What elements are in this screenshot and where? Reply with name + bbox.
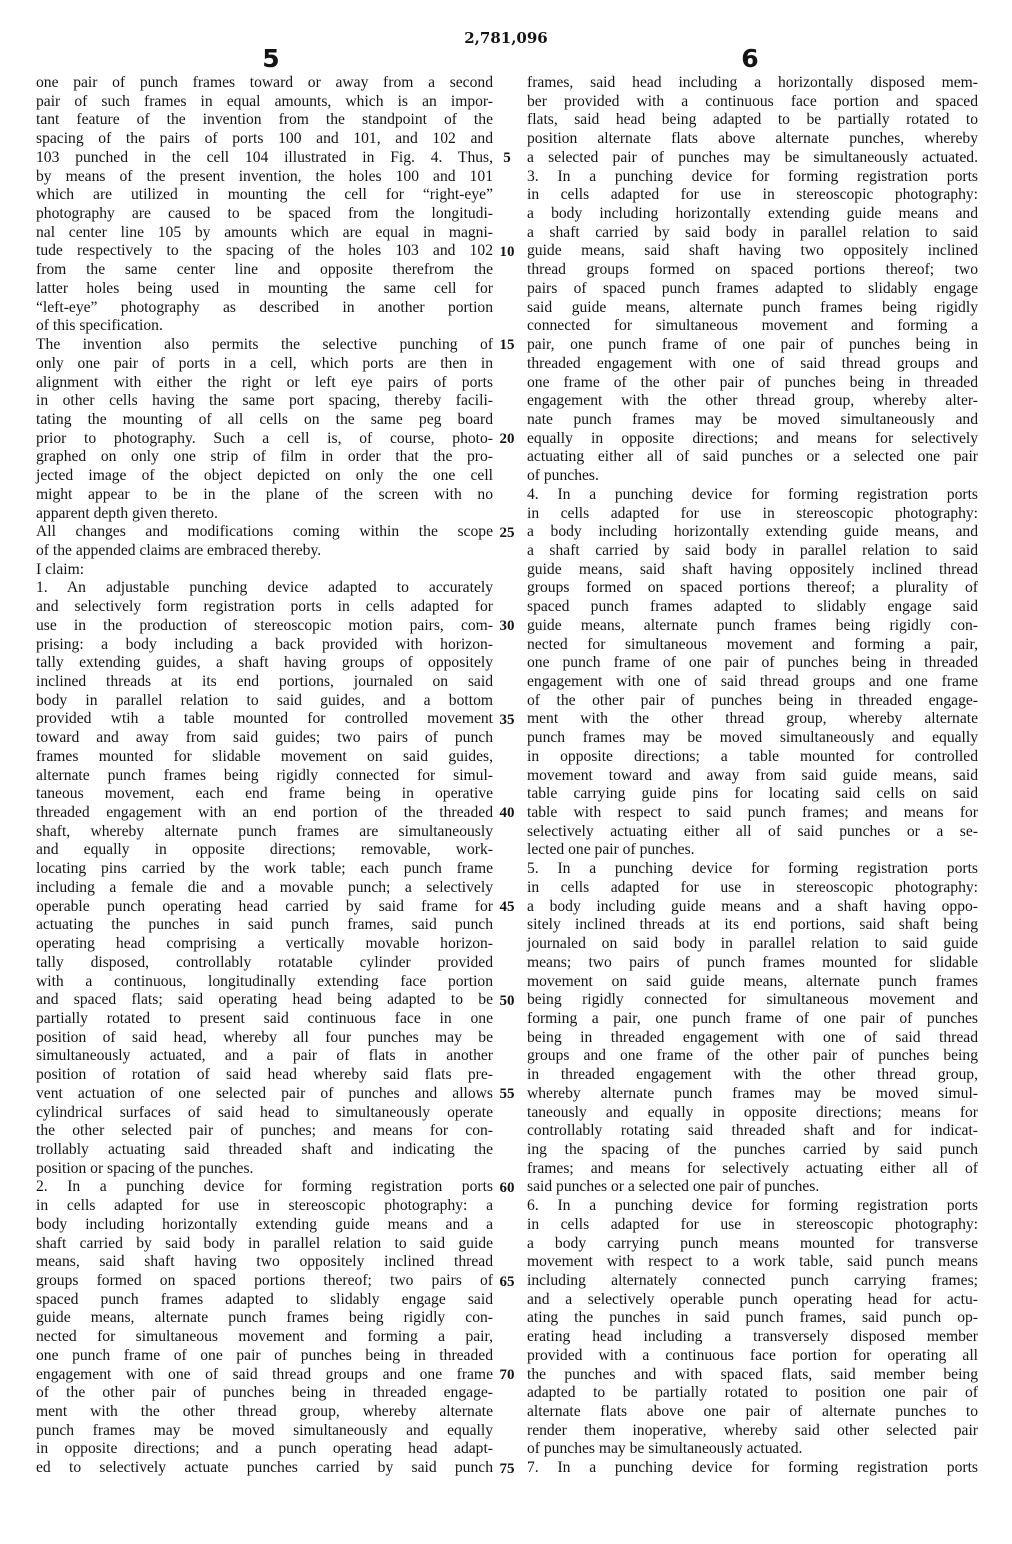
text-line: might appear to be in the plane of the screen with no (36, 485, 493, 503)
right-column-number: 6 (741, 44, 759, 73)
text-line: in cells adapted for use in stereoscopic photography: a (36, 1197, 493, 1215)
text-line: a selected pair of punches may be simultaneously actuated. (527, 148, 978, 166)
text-line: forming a pair, one punch frame of one pair of punches (527, 1009, 978, 1027)
text-line: frames, said head including a horizontally disposed mem- (527, 74, 978, 91)
text-line: flats, said head being adapted to be partially rotated to (527, 111, 978, 129)
gutter-line-number: 20 (499, 430, 515, 447)
text-line: photography are caused to be spaced from the longitudi- (36, 205, 493, 223)
right-text-column (527, 74, 978, 1478)
text-line: the other selected pair of punches; and means for con- (36, 1122, 493, 1140)
text-line: ment with the other thread group, whereby alternate (527, 710, 978, 728)
text-line: a body including guide means and a shaft having oppo- (527, 897, 978, 915)
text-line: a body including horizontally extending guide means, and (527, 523, 978, 541)
text-line: inclined threads at its end portions, journaled on said (36, 673, 493, 690)
text-line: movement with respect to a work table, said punch means (527, 1253, 978, 1271)
left-text-column (36, 74, 493, 1478)
text-line: nected for simultaneous movement and forming a pair, (527, 635, 978, 653)
text-line: engagement with the other thread group, whereby alter- (527, 392, 978, 410)
text-line: engagement with one of said thread groups and one frame (527, 673, 978, 690)
text-line: including a female die and a movable punch; a selectively (36, 878, 493, 896)
text-line: position of rotation of said head whereby said flats pre- (36, 1066, 493, 1084)
text-line: groups formed on spaced portions thereof; two pairs of (36, 1272, 493, 1289)
text-line: body in parallel relation to said guides, and a bottom (36, 691, 493, 709)
text-line: vent actuation of one selected pair of punches and allows (36, 1084, 493, 1102)
gutter-line-number: 70 (499, 1367, 515, 1384)
text-line: ing the spacing of the punches carried by said punch (527, 1140, 978, 1158)
text-line: position or spacing of the punches. (36, 1159, 254, 1177)
text-line: 2. In a punching device for forming registration ports (36, 1178, 493, 1196)
text-line: table carrying guide pins for locating said cells on said (527, 785, 978, 803)
text-line: provided with a continuous face portion for operating all (527, 1346, 978, 1364)
text-line: thread groups formed on spaced portions thereof; two (527, 261, 978, 279)
text-line: spacing of the pairs of ports 100 and 101, and 102 and (36, 130, 493, 148)
text-line: journaled on said body in parallel relation to said guide (527, 935, 978, 953)
text-line: frames mounted for slidable movement on said guides, (36, 747, 493, 765)
text-line: which are utilized in mounting the cell for “right-eye” (36, 186, 493, 204)
text-line: “left-eye” photography as described in another portion (36, 298, 493, 316)
text-line: taneously and equally in opposite directions; means for (527, 1103, 978, 1121)
text-line: table with respect to said punch frames; and means for (527, 804, 978, 822)
text-line: spaced punch frames adapted to slidably engage said (36, 1290, 493, 1308)
text-line: position alternate flats above alternate punches, whereby (527, 130, 978, 148)
text-line: one punch frame of one pair of punches being in threaded (527, 654, 978, 672)
text-line: movement on said guide means, alternate punch frames (527, 972, 978, 990)
text-line: frames; and means for selectively actuating either all of (527, 1159, 978, 1177)
gutter-line-number: 30 (499, 618, 515, 635)
text-line: ber provided with a continuous face portion and spaced (527, 92, 978, 110)
text-line: in cells adapted for use in stereoscopic photography: (527, 1215, 978, 1233)
text-line: tating the mounting of all cells on the same peg board (36, 410, 493, 428)
gutter-line-number: 15 (499, 337, 515, 354)
text-line: only one pair of ports in a cell, which ports are then in (36, 354, 493, 372)
text-line: pairs of spaced punch frames adapted to slidably engage (527, 279, 978, 297)
text-line: tally disposed, controllably rotatable cylinder provided (36, 953, 493, 971)
text-line: guide means, said shaft having two oppositely inclined (527, 242, 978, 260)
text-line: and selectively form registration ports in cells adapted for (36, 598, 493, 616)
text-line: in threaded engagement with the other thread group, (527, 1066, 978, 1084)
text-line: ating the punches in said punch frames, said punch op- (527, 1309, 978, 1327)
text-line: actuating the punches in said punch frames, said punch (36, 916, 493, 934)
text-line: 3. In a punching device for forming registration ports (527, 167, 978, 185)
gutter-line-number: 25 (499, 524, 515, 541)
text-line: being in threaded engagement with one of said thread (527, 1028, 978, 1046)
text-line: of punches. (527, 467, 599, 485)
text-line: All changes and modifications coming within the scope (36, 523, 493, 541)
text-line: shaft carried by said body in parallel relation to said guide (36, 1234, 493, 1252)
text-line: spaced punch frames adapted to slidably engage said (527, 598, 978, 616)
text-line: graphed on only one strip of film in order that the pro- (36, 448, 493, 466)
text-line: 4. In a punching device for forming registration ports (527, 485, 978, 503)
text-line: locating pins carried by the work table; each punch frame (36, 860, 493, 878)
text-line: from the same center line and opposite therefrom the (36, 261, 493, 279)
text-line: equally in opposite directions; and means for selectively (527, 429, 978, 447)
text-line: tude respectively to the spacing of the holes 103 and 102 (36, 242, 493, 260)
text-line: a shaft carried by said body in parallel relation to said (527, 223, 978, 241)
text-line: operable punch operating head carried by said frame for (36, 897, 493, 915)
text-line: nected for simultaneous movement and forming a pair, (36, 1328, 493, 1346)
text-line: by means of the present invention, the holes 100 and 101 (36, 167, 493, 185)
text-line: a body carrying punch means mounted for transverse (527, 1234, 978, 1252)
text-line: lected one pair of punches. (527, 841, 695, 859)
text-line: body including horizontally extending guide means and a (36, 1215, 493, 1233)
gutter-line-number: 10 (499, 243, 515, 260)
text-line: one punch frame of one pair of punches being in threaded (36, 1346, 493, 1364)
text-line: of this specification. (36, 317, 163, 335)
text-line: means; two pairs of punch frames mounted for slidable (527, 953, 978, 971)
text-line: The invention also permits the selective punching of (36, 336, 493, 354)
text-line: of the appended claims are embraced thereby. (36, 541, 322, 559)
text-line: in cells adapted for use in stereoscopic photography: (527, 878, 978, 896)
text-line: threaded engagement with one of said thread groups and (527, 354, 978, 372)
text-line: toward and away from said guides; two pairs of punch (36, 729, 493, 747)
text-line: movement toward and away from said guide means, said (527, 766, 978, 784)
text-line: use in the production of stereoscopic motion pairs, com- (36, 616, 493, 634)
text-line: erating head including a transversely disposed member (527, 1328, 978, 1346)
text-line: said guide means, alternate punch frames being rigidly (527, 298, 978, 316)
text-line: adapted to be partially rotated to position one pair of (527, 1384, 978, 1402)
text-line: ed to selectively actuate punches carried by said punch (36, 1459, 493, 1477)
text-line: punch frames may be moved simultaneously and equally (36, 1421, 493, 1439)
gutter-line-number: 5 (503, 149, 511, 166)
text-line: selectively actuating either all of said punches or a se- (527, 822, 978, 840)
text-line: alignment with either the right or left eye pairs of ports (36, 373, 493, 391)
text-line: the punches and with spaced flats, said member being (527, 1365, 978, 1383)
text-line: nal center line 105 by amounts which are equal in magni- (36, 223, 493, 241)
text-line: shaft, whereby alternate punch frames are simultaneously (36, 822, 493, 840)
text-line: being rigidly connected for simultaneous movement and (527, 991, 978, 1009)
gutter-line-number: 45 (499, 899, 515, 916)
text-line: with a continuous, longitudinally extending face portion (36, 972, 493, 990)
patent-number: 2,781,096 (464, 29, 548, 47)
text-line: in cells adapted for use in stereoscopic photography: (527, 186, 978, 204)
text-line: in other cells having the same port spacing, thereby facili- (36, 392, 493, 410)
text-line: actuating either all of said punches or a selected one pair (527, 448, 978, 466)
text-line: alternate flats above one pair of alternate punches to (527, 1403, 978, 1421)
text-line: means, said shaft having two oppositely inclined thread (36, 1253, 493, 1271)
text-line: guide means, alternate punch frames being rigidly con- (36, 1309, 493, 1327)
left-column-number: 5 (262, 44, 280, 73)
text-line: and equally in opposite directions; removable, work- (36, 841, 493, 859)
text-line: nate punch frames may be moved simultaneously and (527, 410, 978, 428)
text-line: ment with the other thread group, whereby alternate (36, 1403, 493, 1421)
text-line: groups formed on spaced portions thereof; a plurality of (527, 579, 978, 597)
gutter-line-number: 35 (499, 711, 515, 728)
gutter-line-number: 60 (499, 1180, 515, 1197)
text-line: one frame of the other pair of punches being in threaded (527, 373, 978, 391)
text-line: guide means, said shaft having oppositely inclined thread (527, 560, 978, 578)
text-line: sitely inclined threads at its end portions, said shaft being (527, 916, 978, 934)
text-line: connected for simultaneous movement and forming a (527, 317, 978, 335)
text-line: of the other pair of punches being in threaded engage- (36, 1384, 493, 1402)
text-line: of punches may be simultaneously actuated. (527, 1440, 803, 1458)
text-line: cylindrical surfaces of said head to simultaneously operate (36, 1103, 493, 1121)
gutter-line-number: 55 (499, 1086, 515, 1103)
text-line: engagement with one of said thread groups and one frame (36, 1365, 493, 1383)
text-line: including alternately connected punch carrying frames; (527, 1272, 978, 1289)
text-line: threaded engagement with an end portion of the threaded (36, 804, 493, 822)
text-line: 103 punched in the cell 104 illustrated in Fig. 4. Thus, (36, 148, 493, 166)
text-line: simultaneously actuated, and a pair of flats in another (36, 1047, 493, 1065)
text-line: position of said head, whereby all four punches may be (36, 1028, 493, 1046)
text-line: provided wtih a table mounted for controlled movement (36, 710, 493, 728)
text-line: 7. In a punching device for forming registration ports (527, 1459, 978, 1477)
text-line: tant feature of the invention from the standpoint of the (36, 111, 493, 129)
text-line: of the other pair of punches being in threaded engage- (527, 691, 978, 709)
text-line: punch frames may be moved simultaneously and equally (527, 729, 978, 747)
text-line: 5. In a punching device for forming registration ports (527, 860, 978, 878)
text-line: 6. In a punching device for forming registration ports (527, 1197, 978, 1215)
text-line: a shaft carried by said body in parallel relation to said (527, 541, 978, 559)
text-line: controllably rotating said threaded shaft and for indicat- (527, 1122, 978, 1140)
gutter-line-number: 40 (499, 805, 515, 822)
text-line: trollably actuating said threaded shaft and indicating the (36, 1140, 493, 1158)
text-line: partially rotated to present said continuous face in one (36, 1009, 493, 1027)
text-line: whereby alternate punch frames may be moved simul- (527, 1084, 978, 1102)
text-line: in cells adapted for use in stereoscopic photography: (527, 504, 978, 522)
text-line: latter holes being used in mounting the same cell for (36, 279, 493, 297)
text-line: pair of such frames in equal amounts, which is an impor- (36, 92, 493, 110)
text-line: render them inoperative, whereby said other selected pair (527, 1421, 978, 1439)
text-line: operating head comprising a vertically movable horizon- (36, 935, 493, 953)
text-line: taneous movement, each end frame being in operative (36, 785, 493, 803)
text-line: jected image of the object depicted on only the one cell (36, 467, 493, 485)
gutter-line-number: 65 (499, 1273, 515, 1290)
text-line: one pair of punch frames toward or away from a second (36, 74, 493, 91)
text-line: said punches or a selected one pair of punches. (527, 1178, 820, 1196)
text-line: and spaced flats; said operating head being adapted to be (36, 991, 493, 1009)
text-line: prising: a body including a back provided with horizon- (36, 635, 493, 653)
text-line: alternate punch frames being rigidly connected for simul- (36, 766, 493, 784)
text-line: in opposite directions; a table mounted for controlled (527, 747, 978, 765)
gutter-line-number: 75 (499, 1461, 515, 1478)
text-line: pair, one punch frame of one pair of punches being in (527, 336, 978, 354)
text-line: tally extending guides, a shaft having groups of oppositely (36, 654, 493, 672)
text-line: in opposite directions; and a punch operating head adapt- (36, 1440, 493, 1458)
text-line: groups and one frame of the other pair of punches being (527, 1047, 978, 1065)
text-line: apparent depth given thereto. (36, 504, 218, 522)
text-line: a body including horizontally extending guide means and (527, 205, 978, 223)
text-line: guide means, alternate punch frames being rigidly con- (527, 616, 978, 634)
text-line: I claim: (36, 560, 85, 578)
text-line: 1. An adjustable punching device adapted to accurately (36, 579, 493, 597)
text-line: and a selectively operable punch operating head for actu- (527, 1290, 978, 1308)
gutter-line-number: 50 (499, 992, 515, 1009)
text-line: prior to photography. Such a cell is, of course, photo- (36, 429, 493, 447)
